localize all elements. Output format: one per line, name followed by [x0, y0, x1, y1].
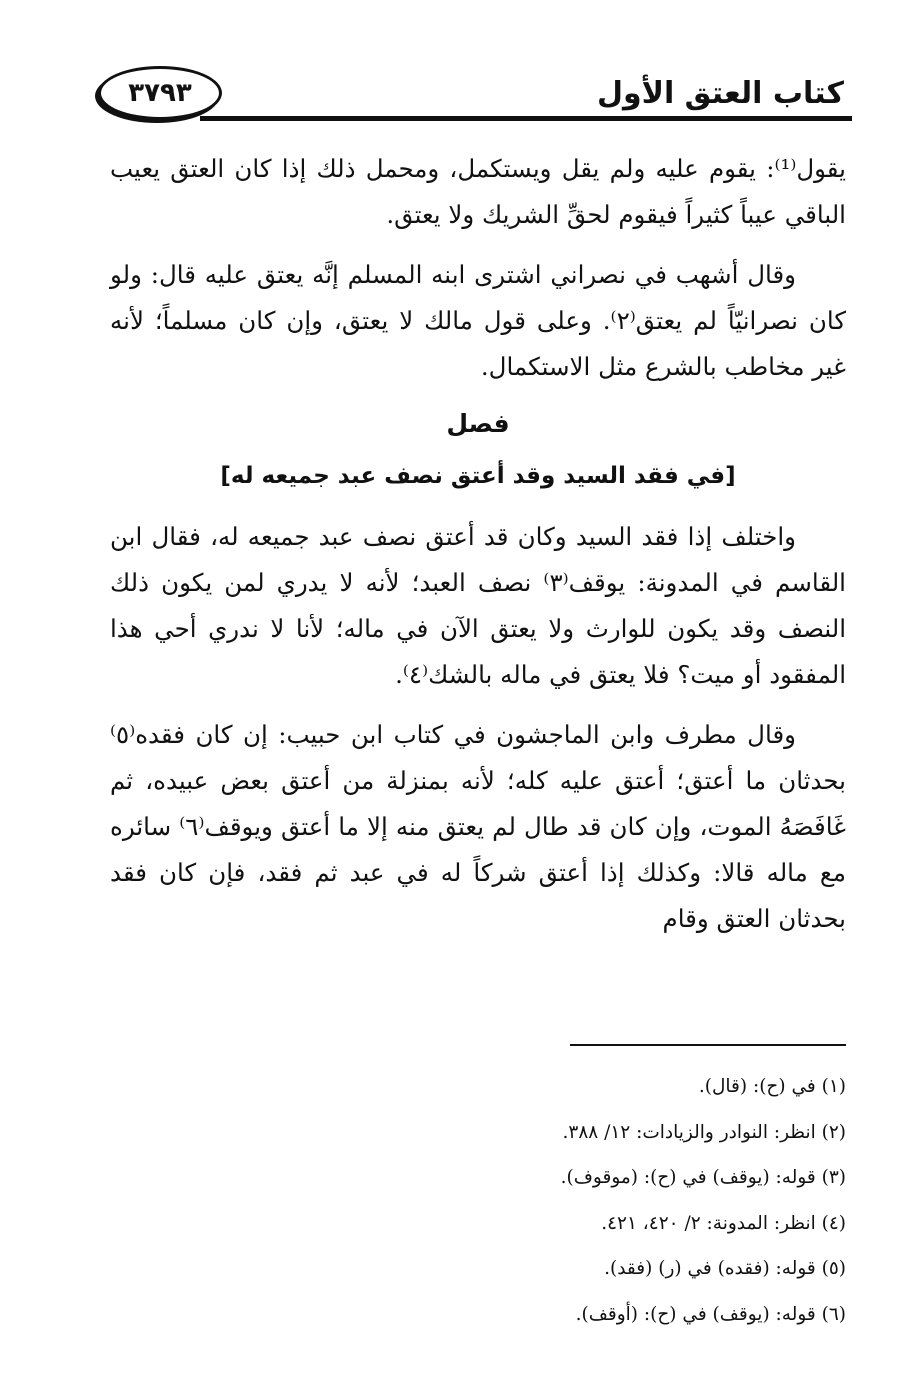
- footnote-item: (١) في (ح): (قال).: [698, 1076, 846, 1097]
- running-title: كتاب العتق الأول: [596, 76, 844, 111]
- header-rule: [200, 116, 852, 121]
- paragraph: واختلف إذا فقد السيد وكان قد أعتق نصف عبد جميعه له، فقال ابن القاسم في المدونة: يوقف⁽٣⁾ نصف العبد؛ لأنه لا يدري لمن يكون ذلك النصف وقد يكون للوارث ولا يعتق الآن في ماله؛ لأنا لا ندري أحي هذا المفقود أو ميت؟ فلا يعتق في ماله بالشك⁽٤⁾.: [110, 522, 846, 689]
- footnote-item: (٦) قوله: (يوقف) في (ح): (أوقف).: [575, 1303, 846, 1325]
- footnote-item: (٣) قوله: (يوقف) في (ح): (موقوف).: [560, 1167, 846, 1188]
- page-number: ٣٧٩٣: [128, 78, 192, 108]
- paragraph: وقال أشهب في نصراني اشترى ابنه المسلم إنَّه يعتق عليه قال: ولو كان نصرانيّاً لم يعتق⁽٢⁾. وعلى قول مالك لا يعتق، وإن كان مسلماً؛ لأنه غير مخاطب بالشرع مثل الاستكمال.: [110, 260, 846, 381]
- page-number-badge: [98, 66, 222, 120]
- footnote-separator: [570, 1044, 846, 1046]
- footnote-item: (٤) انظر: المدونة: ٢/ ٤٢٠، ٤٢١.: [601, 1212, 846, 1234]
- footnotes: [110, 1064, 846, 1337]
- page-header: [92, 62, 852, 124]
- main-text: [110, 146, 846, 956]
- footnote-item: (٥) قوله: (فقده) في (ر) (فقد).: [604, 1258, 846, 1279]
- footnote-item: (٢) انظر: النوادر والزيادات: ١٢/ ٣٨٨.: [562, 1121, 846, 1143]
- section-subheading: [في فقد السيد وقد أعتق نصف عبد جميعه له]: [220, 463, 736, 489]
- section-heading: فصل: [446, 409, 510, 438]
- paragraph: وقال مطرف وابن الماجشون في كتاب ابن حبيب: إن كان فقده⁽٥⁾ بحدثان ما أعتق؛ أعتق عليه كله؛ لأنه بمنزلة من أعتق بعض عبيده، ثم غَافَصَهُ الموت، وإن كان قد طال لم يعتق منه إلا ما أعتق ويوقف⁽٦⁾ سائره مع ماله قالا: وكذلك إذا أعتق شركاً له في عبد ثم فقد، فإن كان فقد بحدثان العتق وقام: [110, 720, 846, 933]
- paragraph: يقول⁽¹⁾: يقوم عليه ولم يقل ويستكمل، ومحمل ذلك إذا كان العتق يعيب الباقي عيباً كثيراً فيقوم لحقِّ الشريك ولا يعتق.: [110, 154, 846, 229]
